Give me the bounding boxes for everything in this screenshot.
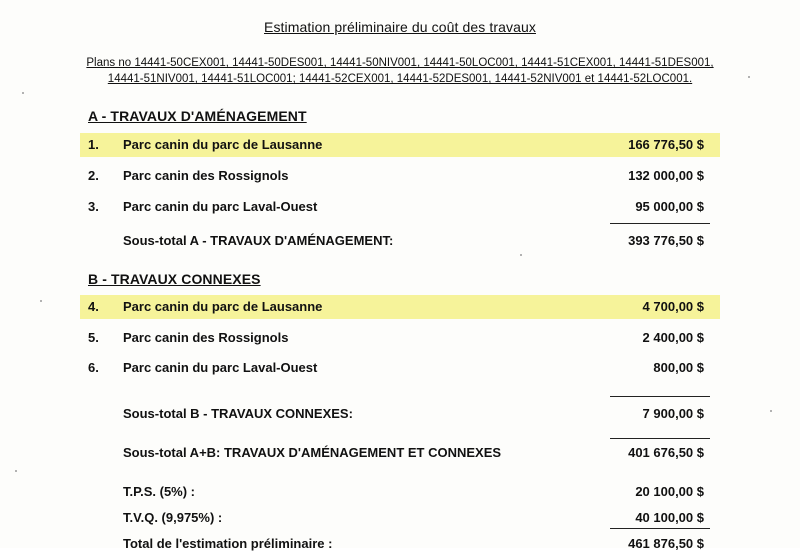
plans-line-2: 14441-51NIV001, 14441-51LOC001; 14441-52CEX001, 14441-52DES001, 14441-52NIV001 et 14441-52LOC001. xyxy=(107,73,693,85)
item-label: Parc canin du parc de Lausanne xyxy=(123,299,323,314)
item-row-4 xyxy=(80,295,720,319)
subtotal-rule xyxy=(610,396,710,397)
tvq-amount: 40 100,00 $ xyxy=(635,510,704,525)
document-title-text: Estimation préliminaire du coût des travaux xyxy=(264,19,536,35)
item-number: 5. xyxy=(88,330,99,345)
tvq-label: T.V.Q. (9,975%) : xyxy=(123,510,223,525)
scan-speck xyxy=(15,470,17,472)
section-b-heading: B - TRAVAUX CONNEXES xyxy=(88,271,261,287)
subtotal-ab-label: Sous-total A+B: TRAVAUX D'AMÉNAGEMENT ET CONNEXES xyxy=(123,445,502,460)
item-label: Parc canin des Rossignols xyxy=(123,330,289,345)
subtotal-a-amount: 393 776,50 $ xyxy=(628,233,704,248)
subtotal-b-label: Sous-total B - TRAVAUX CONNEXES: xyxy=(123,406,353,421)
subtotal-a-row xyxy=(80,229,720,253)
item-number: 2. xyxy=(88,168,99,183)
item-label: Parc canin des Rossignols xyxy=(123,168,289,183)
item-amount: 166 776,50 $ xyxy=(628,137,704,152)
tps-label: T.P.S. (5%) : xyxy=(123,484,196,499)
document-title xyxy=(0,19,800,35)
scan-speck xyxy=(40,300,42,302)
item-row-6 xyxy=(80,356,720,380)
item-row-1 xyxy=(80,133,720,157)
plans-reference xyxy=(60,55,740,87)
scan-speck xyxy=(520,254,522,256)
grand-total-row xyxy=(80,532,720,556)
item-number: 4. xyxy=(88,299,99,314)
item-label: Parc canin du parc Laval-Ouest xyxy=(123,199,318,214)
item-row-2 xyxy=(80,164,720,188)
tvq-row xyxy=(80,506,720,530)
item-label: Parc canin du parc de Lausanne xyxy=(123,137,323,152)
item-row-3 xyxy=(80,195,720,219)
item-number: 1. xyxy=(88,137,99,152)
item-row-5 xyxy=(80,326,720,350)
item-number: 3. xyxy=(88,199,99,214)
scan-speck xyxy=(770,410,772,412)
section-a-heading: A - TRAVAUX D'AMÉNAGEMENT xyxy=(88,108,307,124)
tps-row xyxy=(80,480,720,504)
item-amount: 95 000,00 $ xyxy=(635,199,704,214)
subtotal-ab-row xyxy=(80,441,720,465)
grand-total-amount: 461 876,50 $ xyxy=(628,536,704,551)
tps-amount: 20 100,00 $ xyxy=(635,484,704,499)
item-label: Parc canin du parc Laval-Ouest xyxy=(123,360,318,375)
item-amount: 800,00 $ xyxy=(653,360,704,375)
subtotal-b-amount: 7 900,00 $ xyxy=(642,406,704,421)
subtotal-b-row xyxy=(80,402,720,426)
item-amount: 132 000,00 $ xyxy=(628,168,704,183)
subtotal-rule xyxy=(610,438,710,439)
subtotal-a-label: Sous-total A - TRAVAUX D'AMÉNAGEMENT: xyxy=(123,233,394,248)
scan-speck xyxy=(22,92,24,94)
total-rule xyxy=(610,528,710,529)
item-amount: 4 700,00 $ xyxy=(642,299,704,314)
subtotal-rule xyxy=(610,223,710,224)
item-amount: 2 400,00 $ xyxy=(642,330,704,345)
plans-line-1: Plans no 14441-50CEX001, 14441-50DES001, 14441-50NIV001, 14441-50LOC001, 14441-51CEX001, 14441-51DES001, xyxy=(86,57,714,69)
grand-total-label: Total de l'estimation préliminaire : xyxy=(123,536,333,551)
subtotal-ab-amount: 401 676,50 $ xyxy=(628,445,704,460)
scan-speck xyxy=(748,76,750,78)
item-number: 6. xyxy=(88,360,99,375)
